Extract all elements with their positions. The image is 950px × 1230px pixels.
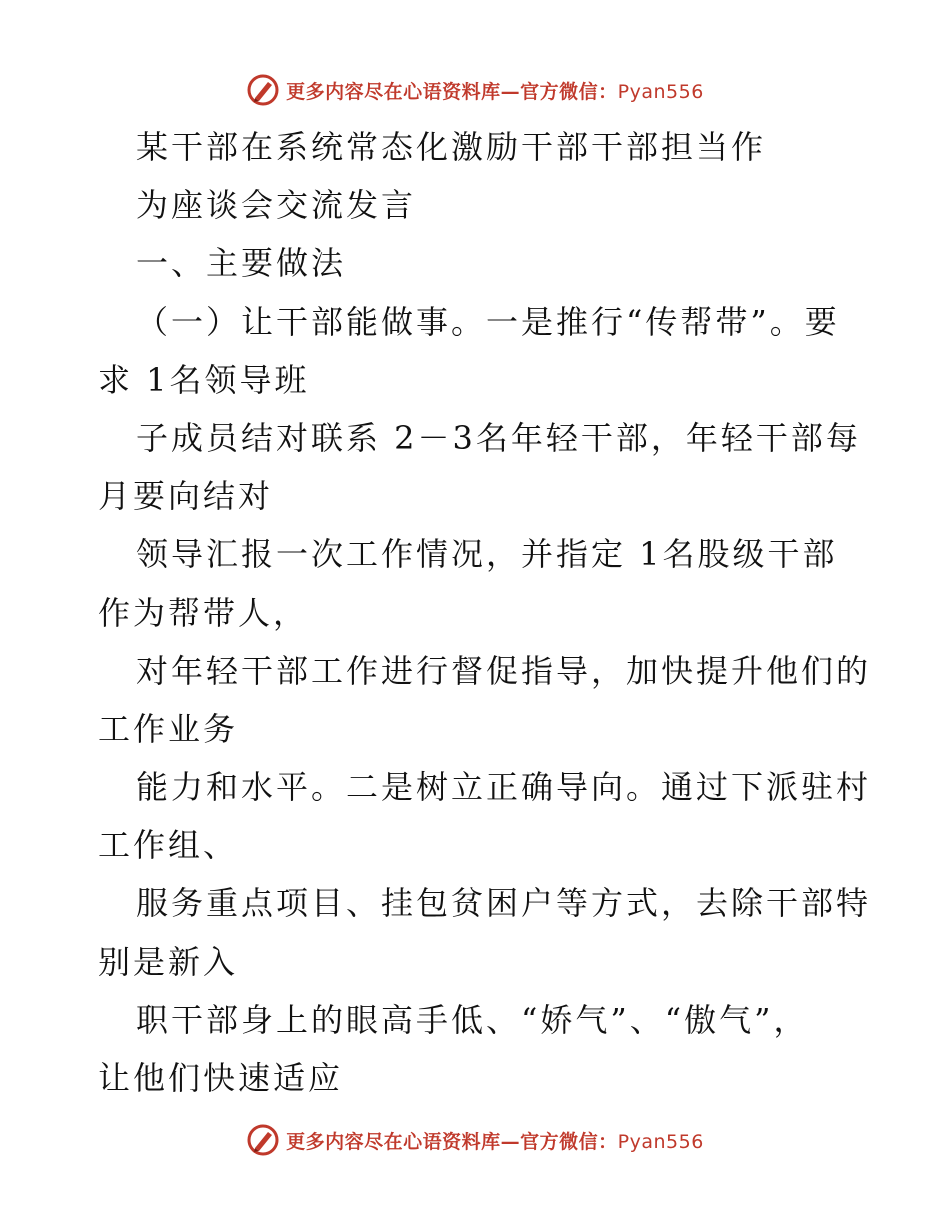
watermark-text: 更多内容尽在心语资料库—官方微信：Pyan556 — [286, 1130, 704, 1153]
text-line: （一）让干部能做事。一是推行“传帮带”。要 — [136, 302, 840, 341]
text-line: 一、主要做法 — [136, 244, 347, 283]
watermark-text: 更多内容尽在心语资料库—官方微信：Pyan556 — [286, 80, 704, 103]
text-line: 月要向结对 — [98, 477, 274, 516]
text-line: 别是新入 — [98, 942, 239, 981]
footer-watermark — [0, 1118, 950, 1162]
text-line: 让他们快速适应 — [98, 1059, 344, 1097]
document-body — [98, 118, 872, 1107]
text-line: 对年轻干部工作进行督促指导，加快提升他们的 — [136, 651, 872, 690]
text-line: 工作组、 — [98, 826, 239, 865]
watermark-wechat-id: Pyan556 — [617, 80, 704, 103]
text-line: 领导汇报一次工作情况，并指定 1名股级干部 — [136, 535, 838, 574]
text-line: 职干部身上的眼高手低、“娇气”、“傲气”， — [136, 1000, 809, 1039]
pen-circle-logo-icon — [246, 73, 280, 107]
text-line: 服务重点项目、挂包贫困户等方式，去除干部特 — [136, 884, 872, 923]
text-line: 能力和水平。二是树立正确导向。通过下派驻村 — [136, 768, 872, 807]
text-line: 为座谈会交流发言 — [136, 186, 417, 225]
pen-circle-logo-icon — [246, 1123, 280, 1157]
text-line: 作为帮带人， — [98, 593, 309, 632]
text-line: 某干部在系统常态化激励干部干部担当作 — [136, 128, 767, 166]
header-watermark — [0, 68, 950, 112]
text-line: 子成员结对联系 2－3名年轻干部，年轻干部每 — [136, 418, 861, 457]
text-line: 工作业务 — [98, 709, 239, 748]
watermark-wechat-id: Pyan556 — [617, 1130, 704, 1153]
text-line: 求 1名领导班 — [98, 360, 310, 399]
